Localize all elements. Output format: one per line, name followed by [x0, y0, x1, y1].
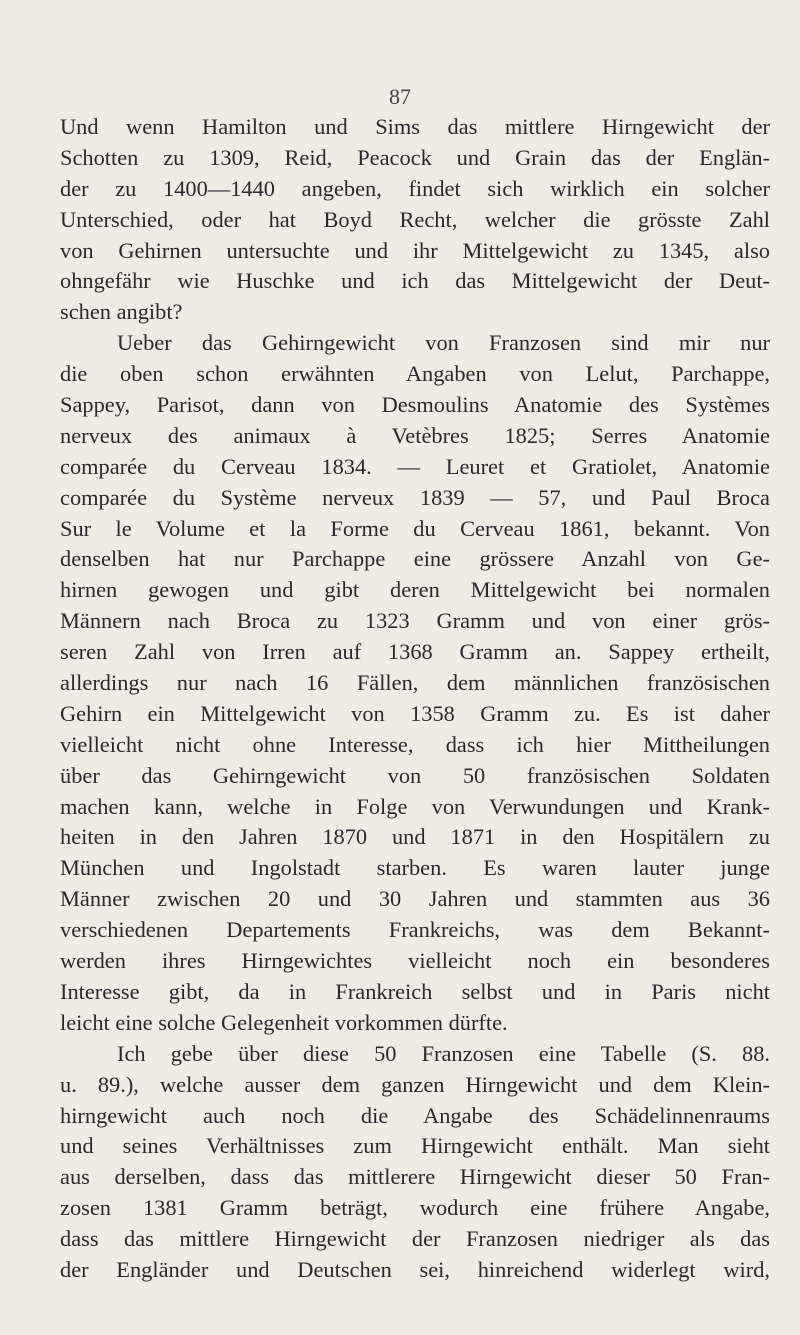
text-line: aus derselben, dass das mittlerere Hirngewicht dieser 50 Fran-: [60, 1164, 770, 1190]
text-line: die oben schon erwähnten Angaben von Lelut, Parchappe,: [60, 361, 770, 387]
text-line: Sappey, Parisot, dann von Desmoulins Anatomie des Systèmes: [60, 392, 770, 418]
text-line: zosen 1381 Gramm beträgt, wodurch eine frühere Angabe,: [60, 1195, 770, 1221]
page-number: 87: [389, 84, 411, 109]
text-line: ohngefähr wie Huschke und ich das Mittelgewicht der Deut-: [60, 268, 770, 294]
text-line: comparée du Système nerveux 1839 — 57, und Paul Broca: [60, 484, 770, 510]
text-line: allerdings nur nach 16 Fällen, dem männlichen französischen: [60, 670, 770, 696]
text-line: schen angibt?: [60, 299, 183, 325]
text-line: vielleicht nicht ohne Interesse, dass ich hier Mittheilungen: [60, 731, 770, 757]
text-line: Männer zwischen 20 und 30 Jahren und stammten aus 36: [60, 886, 770, 912]
body-text: [60, 112, 770, 1286]
text-line: denselben hat nur Parchappe eine grössere Anzahl von Ge-: [60, 546, 770, 572]
text-line: Interesse gibt, da in Frankreich selbst und in Paris nicht: [60, 978, 770, 1004]
text-line: München und Ingolstadt starben. Es waren lauter junge: [60, 855, 770, 881]
text-line: Schotten zu 1309, Reid, Peacock und Grain das der Englän-: [60, 144, 770, 170]
text-line: heiten in den Jahren 1870 und 1871 in den Hospitälern zu: [60, 824, 770, 850]
text-line: machen kann, welche in Folge von Verwundungen und Krank-: [60, 793, 770, 819]
text-line: der Engländer und Deutschen sei, hinreichend widerlegt wird,: [60, 1256, 770, 1282]
text-line: seren Zahl von Irren auf 1368 Gramm an. Sappey ertheilt,: [60, 639, 770, 665]
text-line: Männern nach Broca zu 1323 Gramm und von einer grös-: [60, 608, 770, 634]
text-line: u. 89.), welche ausser dem ganzen Hirngewicht und dem Klein-: [60, 1071, 770, 1097]
text-line: hirngewicht auch noch die Angabe des Schädelinnenraums: [60, 1102, 770, 1128]
text-line: Und wenn Hamilton und Sims das mittlere Hirngewicht der: [60, 114, 770, 139]
text-line: über das Gehirngewicht von 50 französischen Soldaten: [60, 762, 770, 788]
text-line: und seines Verhältnisses zum Hirngewicht enthält. Man sieht: [60, 1133, 770, 1159]
text-line: hirnen gewogen und gibt deren Mittelgewicht bei normalen: [60, 577, 770, 603]
text-line: Unterschied, oder hat Boyd Recht, welcher die grösste Zahl: [60, 206, 770, 232]
text-line: Ich gebe über diese 50 Franzosen eine Tabelle (S. 88.: [117, 1040, 770, 1066]
text-line: von Gehirnen untersuchte und ihr Mittelgewicht zu 1345, also: [60, 237, 770, 263]
text-line: Sur le Volume et la Forme du Cerveau 1861, bekannt. Von: [60, 515, 770, 541]
text-line: leicht eine solche Gelegenheit vorkommen dürfte.: [60, 1009, 508, 1035]
text-line: comparée du Cerveau 1834. — Leuret et Gratiolet, Anatomie: [60, 453, 770, 479]
text-line: dass das mittlere Hirngewicht der Franzosen niedriger als das: [60, 1226, 770, 1252]
text-line: der zu 1400—1440 angeben, findet sich wirklich ein solcher: [60, 175, 770, 201]
text-line: verschiedenen Departements Frankreichs, was dem Bekannt-: [60, 917, 770, 943]
text-line: werden ihres Hirngewichtes vielleicht noch ein besonderes: [60, 948, 770, 974]
text-line: Ueber das Gehirngewicht von Franzosen sind mir nur: [117, 330, 770, 356]
text-line: Gehirn ein Mittelgewicht von 1358 Gramm zu. Es ist daher: [60, 700, 770, 726]
text-line: nerveux des animaux à Vetèbres 1825; Serres Anatomie: [60, 422, 770, 448]
